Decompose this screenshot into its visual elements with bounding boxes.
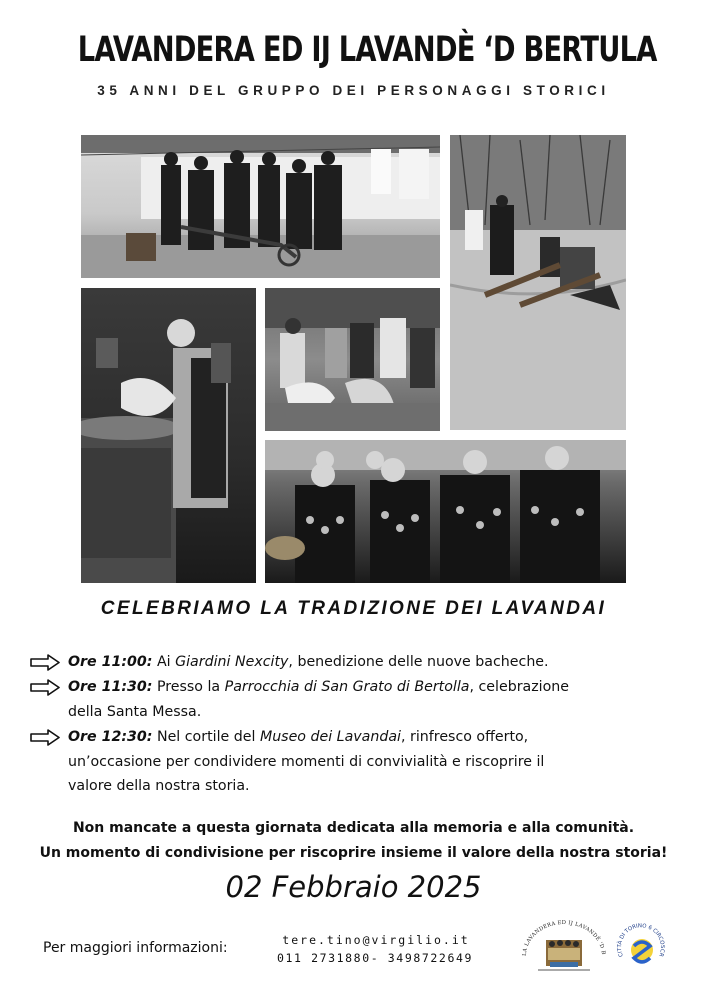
svg-text:CITTÀ DI TORINO 6 CIRCOSCRIZIO: CITTÀ DI TORINO 6 CIRCOSCR xyxy=(616,923,666,958)
schedule-place: Museo dei Lavandai xyxy=(259,729,402,745)
schedule-text: , rinfresco offerto, un’occasione per condividere momenti di convivialità e riscoprire il valore della nostra storia. xyxy=(68,729,545,794)
contact-email[interactable]: tere.tino@virgilio.it xyxy=(282,933,470,947)
schedule-text: Nel cortile del xyxy=(152,729,260,745)
photo-group-costume xyxy=(265,440,626,583)
event-date: 02 Febbraio 2025 xyxy=(225,870,482,904)
svg-text:LA LAVANDERA ED IJ LAVANDÈ 'D: LA LAVANDERA ED IJ LAVANDÈ 'D B xyxy=(521,919,607,957)
city-logo xyxy=(615,922,667,974)
arrow-right-icon xyxy=(30,679,60,696)
schedule-text: Presso la xyxy=(152,679,225,695)
photo-laundry-line-group xyxy=(81,135,440,278)
closing-line-2: Un momento di condivisione per riscoprire insieme il valore della nostra storia! xyxy=(39,845,668,861)
arrow-right-icon xyxy=(30,729,60,746)
schedule-text: , benedizione delle nuove bacheche. xyxy=(288,654,549,670)
closing-line-1: Non mancate a questa giornata dedicata alla memoria e alla comunità. xyxy=(72,820,635,836)
section-heading: CELEBRIAMO LA TRADIZIONE DEI LAVANDAI xyxy=(100,598,607,619)
schedule-text: Ai xyxy=(152,654,176,670)
schedule-place: Giardini Nexcity xyxy=(175,654,289,670)
poster-subtitle: 35 ANNI DEL GRUPPO DEI PERSONAGGI STORICI xyxy=(97,83,610,98)
arrow-right-icon xyxy=(30,654,60,671)
poster-title: LAVANDERA ED IJ LAVANDÈ ‘D BERTULA xyxy=(77,30,657,70)
info-label: Per maggiori informazioni: xyxy=(43,940,228,956)
schedule-time: Ore 11:00: xyxy=(68,654,153,670)
schedule-item xyxy=(30,725,590,799)
contact-phone: 011 2731880- 3498722649 xyxy=(276,951,474,965)
photo-women-washing xyxy=(265,288,440,431)
schedule-time: Ore 12:30: xyxy=(68,729,153,745)
schedule-item xyxy=(30,675,605,724)
association-logo xyxy=(516,918,612,978)
schedule-text: , celebrazione della Santa Messa. xyxy=(68,679,570,720)
photo-man-at-cauldron xyxy=(81,288,256,583)
schedule-time: Ore 11:30: xyxy=(68,679,153,695)
photo-river-washing xyxy=(450,135,626,430)
schedule-place: Parrocchia di San Grato di Bertolla xyxy=(224,679,470,695)
schedule-item xyxy=(30,650,650,675)
